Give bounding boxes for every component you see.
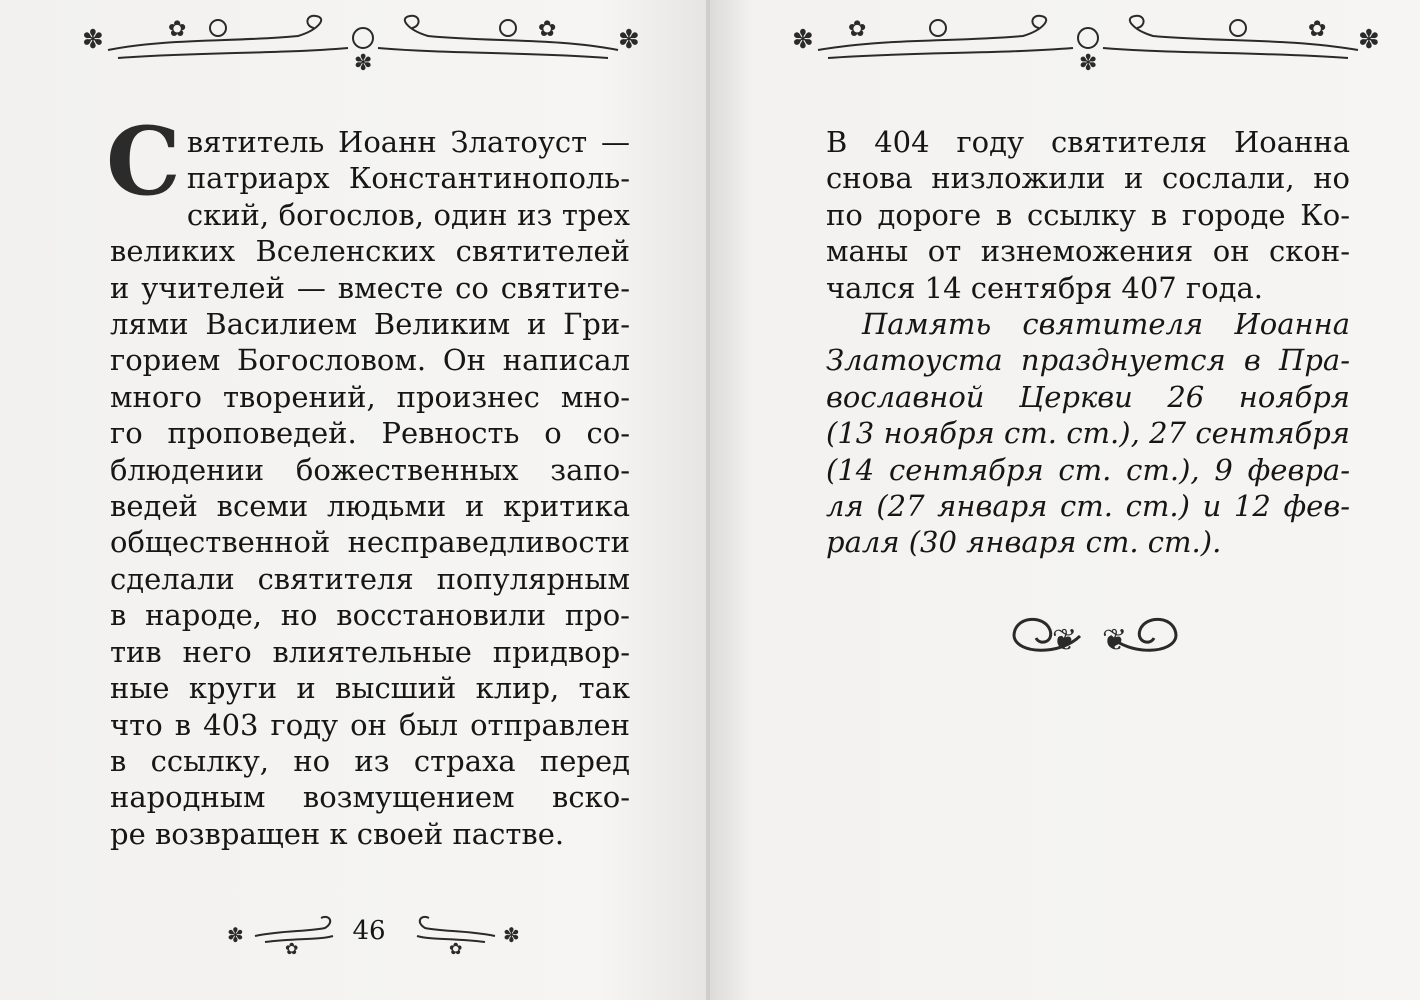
text-line: великих Вселенских святителей: [110, 234, 630, 269]
italic-text-line: ля (27 января ст. ст.) и 12 фев-: [826, 489, 1350, 524]
text-line: ведей всеми людьми и критика: [110, 489, 630, 524]
text-line: вятитель Иоанн Златоуст —: [186, 125, 630, 159]
svg-text:✽: ✽: [1079, 51, 1098, 76]
italic-text-line: Память святителя Иоанна: [862, 307, 1350, 342]
text-line: горием Богословом. Он написал: [110, 343, 630, 378]
text-line: общественной несправедливости: [110, 525, 630, 560]
svg-text:✽: ✽: [82, 25, 104, 55]
svg-text:✽: ✽: [354, 51, 373, 76]
svg-text:✽: ✽: [792, 25, 814, 55]
text-line: чался 14 сентября 407 года.: [826, 270, 1263, 305]
text-line: В 404 году святителя Иоанна: [826, 125, 1350, 159]
italic-text-line: (13 ноября ст. ст.), 27 сентября: [826, 416, 1350, 451]
text-line: по дороге в ссылку в городе Ко-: [826, 197, 1350, 232]
floral-end-ornament-icon: [1000, 606, 1190, 666]
text-line: маны от изнеможения он скон-: [826, 234, 1350, 269]
floral-header-ornament-icon: [78, 8, 648, 78]
text-line: лями Василием Великим и Гри-: [110, 307, 630, 342]
italic-text-line: (14 сентября ст. ст.), 9 февра-: [826, 452, 1350, 487]
svg-text:✿: ✿: [848, 17, 867, 42]
text-line: го проповедей. Ревность о со-: [110, 416, 630, 451]
svg-text:✿: ✿: [538, 17, 557, 42]
left-page: [0, 0, 708, 1000]
page-number: 46: [352, 916, 386, 946]
text-line: ные круги и высший клир, так: [110, 671, 630, 706]
italic-text-line: вославной Церкви 26 ноября: [826, 379, 1350, 414]
svg-text:✿: ✿: [168, 17, 187, 42]
text-line: народным возмущением вско-: [110, 780, 630, 815]
text-line: что в 403 году он был отправлен: [110, 707, 630, 742]
italic-text-line: Златоуста празднуется в Пра-: [826, 343, 1350, 378]
svg-text:❦: ❦: [1102, 623, 1128, 658]
text-line: патриарх Константинополь-: [186, 161, 630, 196]
svg-text:✽: ✽: [503, 923, 520, 947]
svg-text:✿: ✿: [449, 939, 463, 956]
svg-text:✽: ✽: [227, 923, 244, 947]
svg-text:✽: ✽: [618, 25, 640, 55]
floral-header-ornament-icon: [788, 8, 1388, 78]
text-line: сделали святителя популярным: [110, 561, 630, 596]
right-page: [710, 0, 1420, 1000]
text-line: тив него влиятельные придвор-: [110, 634, 630, 669]
left-page-body: [106, 107, 630, 852]
text-line: и учителей — вместе со святите-: [110, 270, 630, 305]
dropcap-letter: С: [106, 107, 181, 217]
text-line: ре возвращен к своей пастве.: [110, 816, 565, 851]
italic-text-line: раля (30 января ст. ст.).: [826, 525, 1222, 560]
svg-text:✿: ✿: [1308, 17, 1327, 42]
text-line: снова низложили и сослали, но: [826, 161, 1350, 196]
text-line: блюдении божественных запо-: [110, 452, 630, 487]
text-line: много творений, произнес мно-: [110, 379, 630, 414]
svg-text:✿: ✿: [285, 939, 299, 956]
text-line: в народе, но восстановили про-: [110, 598, 630, 633]
svg-text:✽: ✽: [1358, 25, 1380, 55]
text-line: ский, богослов, один из трех: [186, 197, 630, 232]
right-page-body: [826, 124, 1350, 561]
svg-text:❦: ❦: [1052, 623, 1078, 658]
text-line: в ссылку, но из страха перед: [110, 743, 630, 778]
